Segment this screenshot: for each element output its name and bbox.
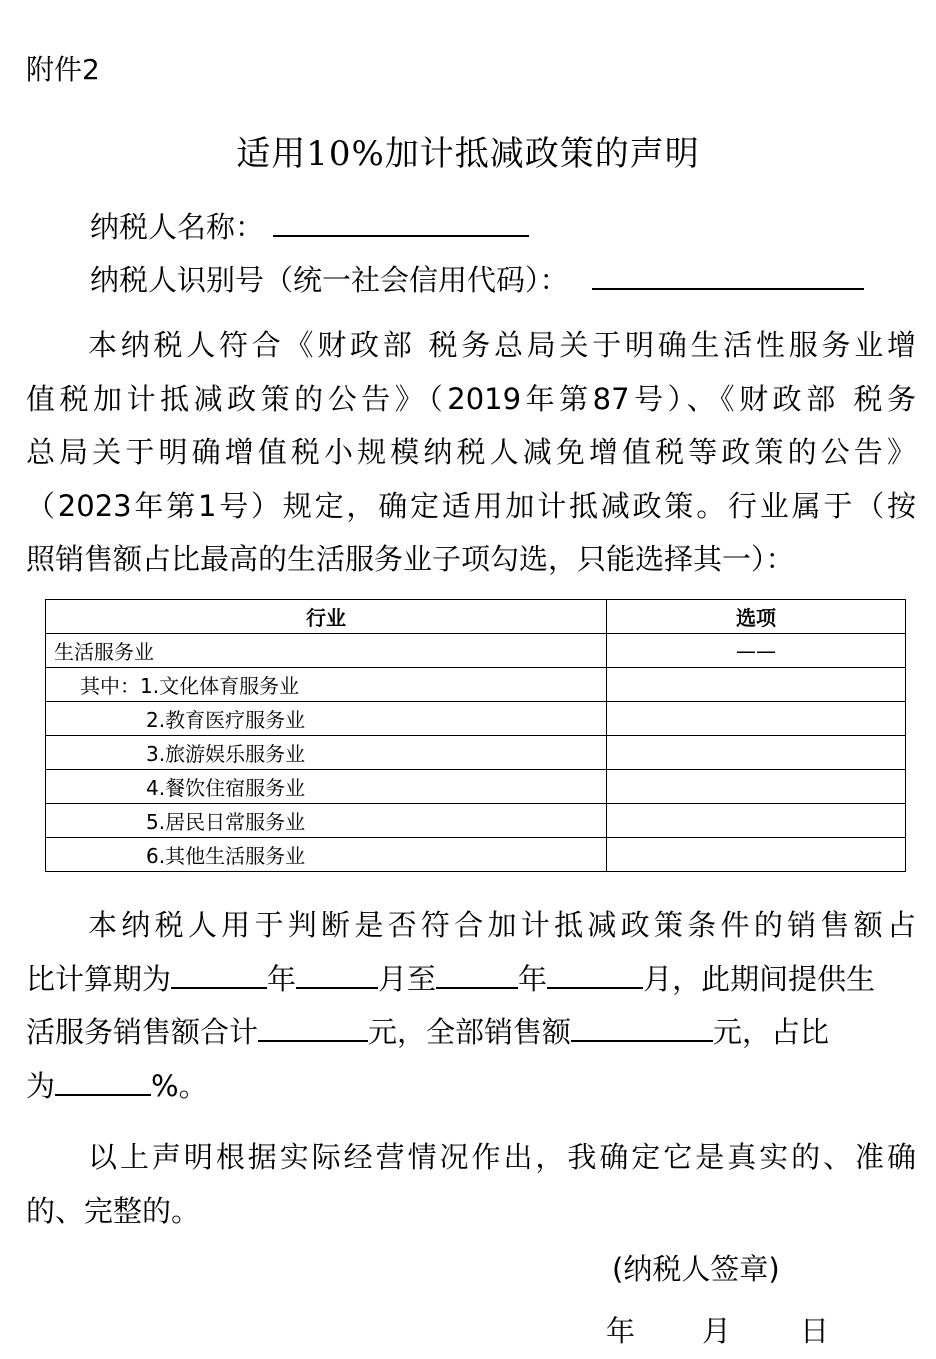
table-row [46, 702, 906, 736]
table-row [46, 838, 906, 872]
service-sales-label: 活服务销售额合计 [26, 1015, 259, 1049]
table-row [46, 804, 906, 838]
option-cell[interactable] [607, 838, 906, 872]
para2-line-period [26, 953, 916, 1007]
date-day-label: 日 [800, 1314, 830, 1348]
option-cell[interactable] [607, 702, 906, 736]
table-row [46, 668, 906, 702]
para1-line: 照销售额占比最高的生活服务业子项勾选，只能选择其一）： [26, 542, 795, 576]
year-unit: 年 [518, 961, 548, 996]
industry-item: 2.教育医疗服务业 [46, 702, 607, 736]
declaration-paragraph-2 [26, 899, 916, 1113]
group-label: 生活服务业 [46, 634, 607, 668]
option-cell[interactable] [607, 668, 906, 702]
ratio-blank[interactable] [55, 1066, 151, 1096]
service-sales-blank[interactable] [258, 1012, 368, 1042]
taxpayer-name-row [90, 205, 529, 246]
document-title: 适用10%加计抵减政策的声明 [236, 134, 700, 174]
date-month-label: 月 [702, 1314, 732, 1348]
declaration-paragraph-3 [26, 1131, 916, 1238]
ratio-prefix: 为 [26, 1068, 56, 1103]
para2-line: 本纳税人用于判断是否符合加计抵减政策条件的销售额占 [88, 908, 916, 942]
para1-line: 值税加计抵减政策的公告》（2019年第87号）、《财政部 税务 [26, 381, 916, 416]
taxpayer-name-label: 纳税人名称： [90, 210, 265, 244]
table-row [46, 736, 906, 770]
industry-item: 4.餐饮住宿服务业 [46, 770, 607, 804]
industry-item: 6.其他生活服务业 [46, 838, 607, 872]
percent-suffix: %。 [151, 1068, 208, 1103]
header-option: 选项 [607, 600, 906, 634]
total-sales-label: 元，全部销售额 [368, 1015, 572, 1049]
month-to-label: 月至 [378, 961, 437, 996]
taxpayer-id-row [90, 258, 864, 299]
year-unit: 年 [267, 961, 297, 996]
taxpayer-id-label: 纳税人识别号（统一社会信用代码）： [90, 263, 569, 297]
table-header-row [46, 600, 906, 634]
para3-line: 的、完整的。 [26, 1193, 201, 1228]
para1-line: 本纳税人符合《财政部 税务总局关于明确生活性服务业增 [88, 328, 916, 362]
attachment-label: 附件2 [26, 53, 100, 86]
signature-label: (纳税人签章) [612, 1252, 780, 1286]
period-label: 比计算期为 [26, 961, 172, 996]
para1-line: 总局关于明确增值税小规模纳税人减免增值税等政策的公告》 [26, 435, 916, 469]
industry-table [45, 599, 906, 872]
date-year-label: 年 [606, 1314, 636, 1348]
para2-line-ratio [26, 1060, 916, 1114]
header-industry: 行业 [46, 600, 607, 634]
option-cell[interactable] [607, 804, 906, 838]
total-sales-blank[interactable] [571, 1012, 713, 1042]
option-cell[interactable] [607, 770, 906, 804]
start-month-blank[interactable] [296, 959, 378, 989]
para2-line-sales [26, 1006, 916, 1060]
taxpayer-name-blank[interactable] [273, 234, 529, 237]
option-cell[interactable] [607, 736, 906, 770]
para1-line: （2023年第1号）规定，确定适用加计抵减政策。行业属于（按 [26, 488, 916, 523]
industry-item: 其中：1.文化体育服务业 [46, 668, 607, 702]
table-row [46, 770, 906, 804]
start-year-blank[interactable] [171, 959, 267, 989]
ratio-label: 元，占比 [713, 1015, 830, 1049]
taxpayer-id-blank[interactable] [592, 287, 864, 290]
table-row [46, 634, 906, 668]
para3-line: 以上声明根据实际经营情况作出，我确定它是真实的、准确 [88, 1140, 916, 1174]
period-tail: 月，此期间提供生 [643, 961, 876, 996]
end-year-blank[interactable] [436, 959, 518, 989]
group-option: —— [607, 634, 906, 668]
industry-item: 3.旅游娱乐服务业 [46, 736, 607, 770]
end-month-blank[interactable] [547, 959, 643, 989]
declaration-paragraph-1 [26, 319, 916, 587]
industry-item: 5.居民日常服务业 [46, 804, 607, 838]
